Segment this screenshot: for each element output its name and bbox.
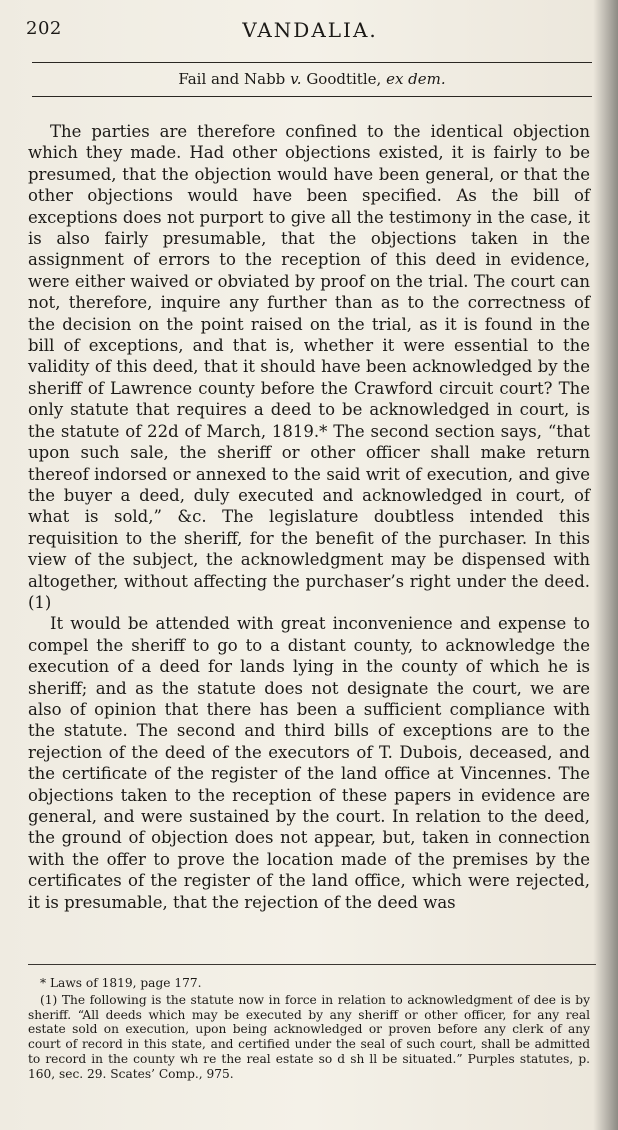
case-ex-dem: ex dem. bbox=[386, 70, 446, 88]
case-versus: v. bbox=[290, 70, 302, 88]
page-header bbox=[26, 18, 594, 48]
case-parties-right: Goodtitle, bbox=[306, 70, 382, 88]
case-title bbox=[32, 70, 592, 88]
opinion-paragraph-2: It would be attended with great inconvenience and expense to compel the sheriff to go to a distant county, to acknowledge the execution of a deed for lands lying in the county of which he is sheriff; and as the statute does not designate the court, we are also of opinion that there has been a sufficient compliance with the statute. The second and third bills of exceptions are to the rejection of the deed of the executors of T. Dubois, deceased, and the certificate of the register of the land office at Vincennes. The objections taken to the reception of these papers in evidence are general, and were sustained by the court. In relation to the deed, the ground of objection does not appear, but, taken in connection with the offer to prove the location made of the premises by the certificates of the register of the land office, which were rejected, it is presumable, that the rejection of the deed was bbox=[28, 614, 590, 912]
footnotes bbox=[28, 976, 590, 1082]
running-head: VANDALIA. bbox=[242, 18, 378, 42]
page-number: 202 bbox=[26, 18, 62, 39]
footnote-divider bbox=[28, 964, 596, 965]
header-rule-bottom bbox=[32, 96, 592, 97]
footnote-asterisk: * Laws of 1819, page 177. bbox=[40, 976, 202, 990]
case-parties-left: Fail and Nabb bbox=[178, 70, 286, 88]
opinion-paragraph-1: The parties are therefore confined to the identical objection which they made. Had other objections existed, it is fairly to be presumed, that the objection would have been general, or that the other objections would have been specified. As the bill of exceptions does not purport to give all the testimony in the case, it is also fairly presumable, that the objections taken in the assignment of errors to the reception of this deed in evidence, were either waived or obviated by proof on the trial. The court can not, therefore, inquire any further than as to the correctness of the decision on the point raised on the trial, as it is found in the bill of exceptions, and that is, whether it were essential to the validity of this deed, that it should have been acknowledged by the sheriff of Lawrence county before the Crawford circuit court? The only statute that requires a deed to be acknowledged in court, is the statute of 22d of March, 1819.* The second section says, “that upon such sale, the sheriff or other officer shall make return thereof indorsed or annexed to the said writ of execution, and give the buyer a deed, duly executed and acknowledged in court, of what is sold,” &c. The legislature doubtless intended this requisition to the sheriff, for the benefit of the purchaser. In this view of the subject, the acknowledgment may be dispensed with altogether, without affecting the purchaser’s right under the deed. (1) bbox=[28, 122, 590, 612]
footnote-1: (1) The following is the statute now in force in relation to acknowledgment of dee is by sheriff. “All deeds which may be executed by any sheriff or other officer, for any real estate sold on execution, upon being acknowledged or proven before any clerk of any court of record in this state, and certified under the seal of such court, shall be admitted to record in the county wh re the real estate so d sh ll be situated.” Purples statutes, p. 160, sec. 29. Scates’ Comp., 975. bbox=[28, 992, 590, 1081]
opinion-body bbox=[28, 121, 590, 913]
header-rule-top bbox=[32, 62, 592, 63]
